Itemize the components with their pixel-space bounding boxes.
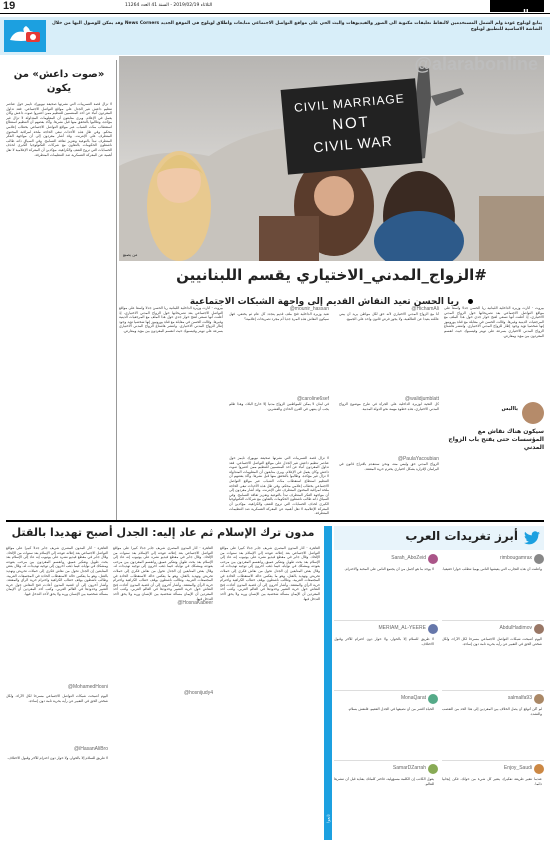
tweet-card (339, 306, 439, 386)
avatar (428, 624, 438, 634)
section-header (334, 526, 544, 550)
sidebar-divider (116, 60, 117, 520)
bottom-headline: مدون ترك الإسلام ثم عاد إليه: الجدل أصبح تهديدا بالقتل (11, 526, 315, 539)
sign-line-3: CIVIL WAR (312, 132, 394, 156)
tweet-card (229, 306, 329, 386)
avatar (534, 554, 544, 564)
mid-body-text: بيروت - أثارت وزيرة الداخلية اللبنانية ريا الحسن جدلا واسعا على مواقع التواصل الاجتماعي بعد تصريحاتها حول الزواج المدني الاختياري، إذ أعلنت أنها تسعى لفتح حوار جدي حول هذا الملف مع المرجعيات الدينية وغيرها. وقالت الحسن في مقابلة مع قناة يورونيوز إنها شخصيا تؤيد وجود إطار للزواج المدني الاختياري. وانتشر هاشتاغ الزواج المدني الاختياري بسرعة على تويتر وفيسبوك حيث انقسم المغردون بين مؤيد ومعارض. (119, 306, 223, 333)
tweet-handle: @walidjumblatt (405, 396, 439, 402)
tweet-text: أنا مع الزواج المدني الاختياري لأنه حق لكل مواطن يريد أن يبني عائلته بعيدا عن الطائفية، ولا يجوز فرض قانون واحد على الجميع. (339, 312, 439, 321)
sidebar-body: لا تزال قصة التسريبات التي نشرتها صحيفة نيويورك تايمز حول عناصر تنظيم داعش تثير الجدل على مواقع التواصل الاجتماعي. فقد تداول المغردون أنباء عن أحد المنتسبين للتنظيم ممن اعتبروا صوت داعش وكان يعمل في الإعلام. ويرى متابعون أن المعلومات المتداولة لا تزال غير مؤكدة، وطالبوا بالتحقق منها قبل نشرها. وأكد بعضهم أن التنظيم استطاع استقطاب مئات الشباب عبر مواقع التواصل الاجتماعي بخطاب إعلامي محكم. وفي ظل هذه الأحداث تبقى الحاجة ملحة لمراقبة المحتوى المتطرف على الإنترنت. وقد أشار مغردون إلى أن مواجهة الفكر المتطرف تبدأ بالتوعية وتعزيز ثقافة التسامح. وفي السياق ذاته طالب ناشطون الحكومات بالتعاون مع شركات التكنولوجيا الكبرى لحذف الحسابات التي تروج للعنف والكراهية، مؤكدين أن المعركة الإعلامية لا تقل أهمية عن المعركة العسكرية ضد التنظيمات المتطرفة. (6, 102, 112, 157)
top-banner (0, 17, 550, 55)
bottom-mid-handles (113, 600, 213, 800)
tweet-text: وأعلنت أن هذه التجارب التي يعيشها الناس يوميا تتطلب حوارا حقيقيا. (442, 567, 542, 571)
hero-photo (119, 56, 544, 261)
bullet-icon (468, 299, 473, 304)
mid-body-text: لا تزال قصة التسريبات التي نشرتها صحيفة نيويورك تايمز حول عناصر تنظيم داعش تثير الجدل على مواقع التواصل الاجتماعي. فقد تداول المغردون أنباء عن أحد المنتسبين للتنظيم ممن اعتبروا صوت داعش وكان يعمل في الإعلام. ويرى متابعون أن المعلومات المتداولة لا تزال غير مؤكدة، وطالبوا بالتحقق منها قبل نشرها. وأكد بعضهم أن التنظيم استطاع استقطاب مئات الشباب عبر مواقع التواصل الاجتماعي بخطاب إعلامي محكم. وفي ظل هذه الأحداث تبقى الحاجة ملحة لمراقبة المحتوى المتطرف على الإنترنت. وقد أشار مغردون إلى أن مواجهة الفكر المتطرف تبدأ بالتوعية وتعزيز ثقافة التسامح. وفي السياق ذاته طالب ناشطون الحكومات بالتعاون مع شركات التكنولوجيا الكبرى لحذف الحسابات التي تروج للعنف والكراهية، مؤكدين أن المعركة الإعلامية لا تقل أهمية عن المعركة العسكرية ضد التنظيمات المتطرفة. (229, 456, 329, 516)
tweet-item (334, 624, 438, 691)
bottom-text-col3c: لا طريق للسلام إلا بالحوار، ولا حوار دون احترام للآخر وقبول الاختلاف. (7, 756, 108, 760)
tweet-text: في لبنان لا يمكن للمواطنين الزواج مدنيا إلا خارج البلاد، وهذا ظلم يجب أن ينتهي في القرن الحادي والعشرين. (229, 402, 329, 411)
tweet-text: تعيد وزيرة الداخلية فتح ملف قديم يتجدد كل عام ثم يختفي، فهل سيكون النقاش هذه المرة جديا أم مجرد تصريحات إعلامية؟ (229, 312, 329, 321)
photo-icon-box (4, 20, 46, 52)
author-avatar (522, 402, 544, 424)
tweet-handle: rimbougamrax (500, 555, 532, 561)
tweet-item (442, 624, 544, 691)
bottom-left-col (6, 546, 108, 840)
main-headline: #الزواج_المدني_الاختياري يقسم اللبنانيين (176, 266, 487, 284)
bottom-text-col2: القاهرة - أثار المدون المصري شريف جابر جدلا كبيرا على مواقع التواصل الاجتماعي بعد إعلانه عودته إلى الإسلام بعد سنوات من الإلحاد. وقال جابر في مقطع فيديو نشره على يوتيوب إنه عاد إلى الإسلام بعد بحث طويل وتفكير عميق. وانقسم المغردون بين مرحب بعودته ومشكك في نواياه، فيما ذهب آخرون إلى توجيه تهديدات له. وقال بعض المتابعين إن الجدل تحول من نقاش فكري إلى حملات تحريض وتهديد بالقتل، وهو ما يعكس حالة الاستقطاب الحادة في المجتمعات العربية. وطالب ناشطون بوقف خطاب الكراهية واحترام حرية الرأي والمعتقد. وأشار آخرون إلى أن قضية المدون أعادت فتح النقاش حول حرية التعبير وحدودها في العالم العربي. وكتب أحد المغردين أن الإيمان مسألة شخصية بين الإنسان وربه ولا يحق لأحد التدخل فيها. (113, 546, 213, 601)
masthead-logo (490, 0, 544, 12)
tweet-item (442, 764, 544, 830)
tweet-card (339, 396, 439, 451)
tweet-item (334, 694, 438, 761)
bottom-text-col1: القاهرة - أثار المدون المصري شريف جابر جدلا كبيرا على مواقع التواصل الاجتماعي بعد إعلانه عودته إلى الإسلام بعد سنوات من الإلحاد. وقال جابر في مقطع فيديو نشره على يوتيوب إنه عاد إلى الإسلام بعد بحث طويل وتفكير عميق. وانقسم المغردون بين مرحب بعودته ومشكك في نواياه، فيما ذهب آخرون إلى توجيه تهديدات له. وقال بعض المتابعين إن الجدل تحول من نقاش فكري إلى حملات تحريض وتهديد بالقتل، وهو ما يعكس حالة الاستقطاب الحادة في المجتمعات العربية. وطالب ناشطون بوقف خطاب الكراهية واحترام حرية الرأي والمعتقد. وأشار آخرون إلى أن قضية المدون أعادت فتح النقاش حول حرية التعبير وحدودها في العالم العربي. وكتب أحد المغردين أن الإيمان مسألة شخصية بين الإنسان وربه ولا يحق لأحد التدخل فيها. (220, 546, 320, 601)
tweet-item (442, 554, 544, 621)
tweet-handle: salmalfa93 (507, 695, 532, 701)
avatar (534, 764, 544, 774)
section-headline: أبرز تغريدات العرب (405, 529, 518, 543)
tweet-text: اليوم أصبحت شبكات التواصل الاجتماعي مسرحا لكل الآراء، ولكل شخص الحق في التعبير عن رأيه بحرية تامة دون إساءة. (442, 637, 542, 646)
tweet-item (334, 764, 438, 830)
tweet-handle: Enjoy_Saudi (503, 765, 532, 771)
tweet-text: لا يوجد ما هو أجمل من أن يجتمع الناس على المحبة والاحترام. (344, 567, 434, 571)
tweet-handle: SamarDZarrah (392, 765, 426, 771)
avatar (534, 694, 544, 704)
tweet-text: لا طريق للسلام إلا بالحوار، ولا حوار دون احترام للآخر وقبول الاختلاف. (334, 637, 434, 646)
avatar (428, 764, 438, 774)
sidebar (6, 68, 112, 518)
tweet-text: لم أكن أتوقع أن يصل الخلاف بين المغردين إلى هذا الحد من التعصب والتشدد. (442, 707, 542, 716)
tweet-card (339, 456, 439, 516)
tweet-text: عندما تتغير طريقة تفكيرك يتغير كل شيء من حولك، فكن إيجابيا دائما. (442, 777, 542, 786)
bottom-handle: @hosnijudy4 (184, 690, 213, 696)
tweet-text: الزواج المدني حق وليس منة، ونحن سنتقدم باقتراح قانون في البرلمان لإقراره بشكل اختياري يحترم حرية المعتقد. (339, 462, 439, 471)
intro-text: بيروت - أثارت وزيرة الداخلية اللبنانية ريا الحسن جدلا واسعا على مواقع التواصل الاجتماعي بعد تصريحاتها حول الزواج المدني الاختياري، إذ أعلنت أنها تسعى لفتح حوار جدي حول هذا الملف مع المرجعيات الدينية وغيرها. وقالت الحسن في مقابلة مع قناة يورونيوز إنها شخصيا تؤيد وجود إطار للزواج المدني الاختياري. وانتشر هاشتاغ الزواج المدني الاختياري بسرعة على تويتر وفيسبوك حيث انقسم المغردون بين مؤيد ومعارض. (444, 306, 544, 338)
follow-rail (324, 526, 332, 840)
tweet-text: الحياة أقصر من أن نضيعها في الجدل العقيم، فلنعش بسلام. (347, 707, 434, 711)
subheadline-text: ريا الحسن تعيد النقاش القديم إلى واجهة الشبكات الاجتماعية (189, 297, 460, 307)
tweet-text: كل التحية لوزيرة الداخلية على الجرأة في طرح موضوع الزواج المدني الاختياري، هذه خطوة مهمة نحو الدولة المدنية. (339, 402, 439, 411)
bottom-handle: @MohamedHosni (67, 684, 108, 690)
tweet-item (334, 554, 438, 621)
mid-tweets (119, 306, 439, 518)
masthead-rule (0, 13, 550, 14)
bottom-text-col3b: اليوم أصبحت شبكات التواصل الاجتماعي مسرحا لكل الآراء، ولكل شخص الحق في التعبير عن رأيه بحرية تامة دون إساءة. (6, 694, 108, 703)
avatar (534, 624, 544, 634)
follow-rail-label: تابعوا (325, 814, 331, 823)
avatar (428, 554, 438, 564)
tweet-handle: @HichamAli (411, 306, 439, 312)
tweet-handle: @mounir_hassan (289, 306, 329, 312)
tweet-handle: MonaQarat (400, 695, 426, 701)
banner-text: يتابع لوبلوج عودة ولم الشمل المستخدمين لالتقاط تعليقات مكتوبة الى الصور والفيديوهات والبث الحي على مواقع التواصل الاجتماعي متابعات واطلاق لوبلوج في الموقع الجديد News Corners وقد يمكن للوصول اليها من خلال الشاشة الاساسية للتطبيق لوبلوج (52, 21, 542, 33)
masthead (0, 0, 550, 13)
sign-line-2: NOT (331, 113, 371, 134)
pull-quote-label: يااليس (501, 406, 518, 412)
tweet-card (229, 396, 329, 451)
tweet-item (442, 694, 544, 761)
section-rule (6, 520, 544, 522)
twitter-bird-icon (524, 531, 540, 545)
bottom-handle: @iHasanAliBro (74, 746, 108, 752)
protest-sign (282, 80, 422, 174)
sidebar-headline: «صوت داعش» من يكون (13, 69, 105, 94)
pull-quote-text: سيكون هناك نقاش مع المؤسسات حتى يفتح باب الزواج المدني (448, 428, 544, 451)
page-number: 19 (3, 0, 16, 12)
tweet-handle: Sarah_AboZeid (391, 555, 426, 561)
tweet-handle: @PaulaYacoubian (397, 456, 439, 462)
bottom-text-col3: القاهرة - أثار المدون المصري شريف جابر جدلا كبيرا على مواقع التواصل الاجتماعي بعد إعلانه عودته إلى الإسلام بعد سنوات من الإلحاد. وقال جابر في مقطع فيديو نشره على يوتيوب إنه عاد إلى الإسلام بعد بحث طويل وتفكير عميق. وانقسم المغردون بين مرحب بعودته ومشكك في نواياه، فيما ذهب آخرون إلى توجيه تهديدات له. وقال بعض المتابعين إن الجدل تحول من نقاش فكري إلى حملات تحريض وتهديد بالقتل، وهو ما يعكس حالة الاستقطاب الحادة في المجتمعات العربية. وطالب ناشطون بوقف خطاب الكراهية واحترام حرية الرأي والمعتقد. وأشار آخرون إلى أن قضية المدون أعادت فتح النقاش حول حرية التعبير وحدودها في العالم العربي. وكتب أحد المغردين أن الإيمان مسألة شخصية بين الإنسان وربه ولا يحق لأحد التدخل فيها. (6, 546, 108, 596)
masthead-date: الثلاثاء 2019/02/19 - السنة 41 العدد 11264 (125, 3, 213, 8)
tweet-grid (334, 554, 544, 834)
handle-banner: @alarabonline (414, 56, 538, 74)
tweet-text: يقول الكاتب إن الكلمة مسؤولية، فاختر كلماتك بعناية قبل أن تنشرها للعالم. (334, 777, 434, 786)
tweet-handle: MERIAM_AL-YEERE (378, 625, 426, 631)
pull-quote (444, 402, 544, 512)
avatar (428, 694, 438, 704)
tweet-handle: AbdulHadimov (499, 625, 532, 631)
bottom-handle: @HosnaKabeer (177, 600, 213, 606)
arab-tweets-section (334, 526, 544, 840)
sign-line-1: CIVIL MARRIAGE (293, 91, 406, 115)
photo-caption: من يصنع (123, 252, 138, 257)
tweet-handle: @caroline6sef (296, 396, 329, 402)
bird-camera-icon (4, 20, 46, 52)
